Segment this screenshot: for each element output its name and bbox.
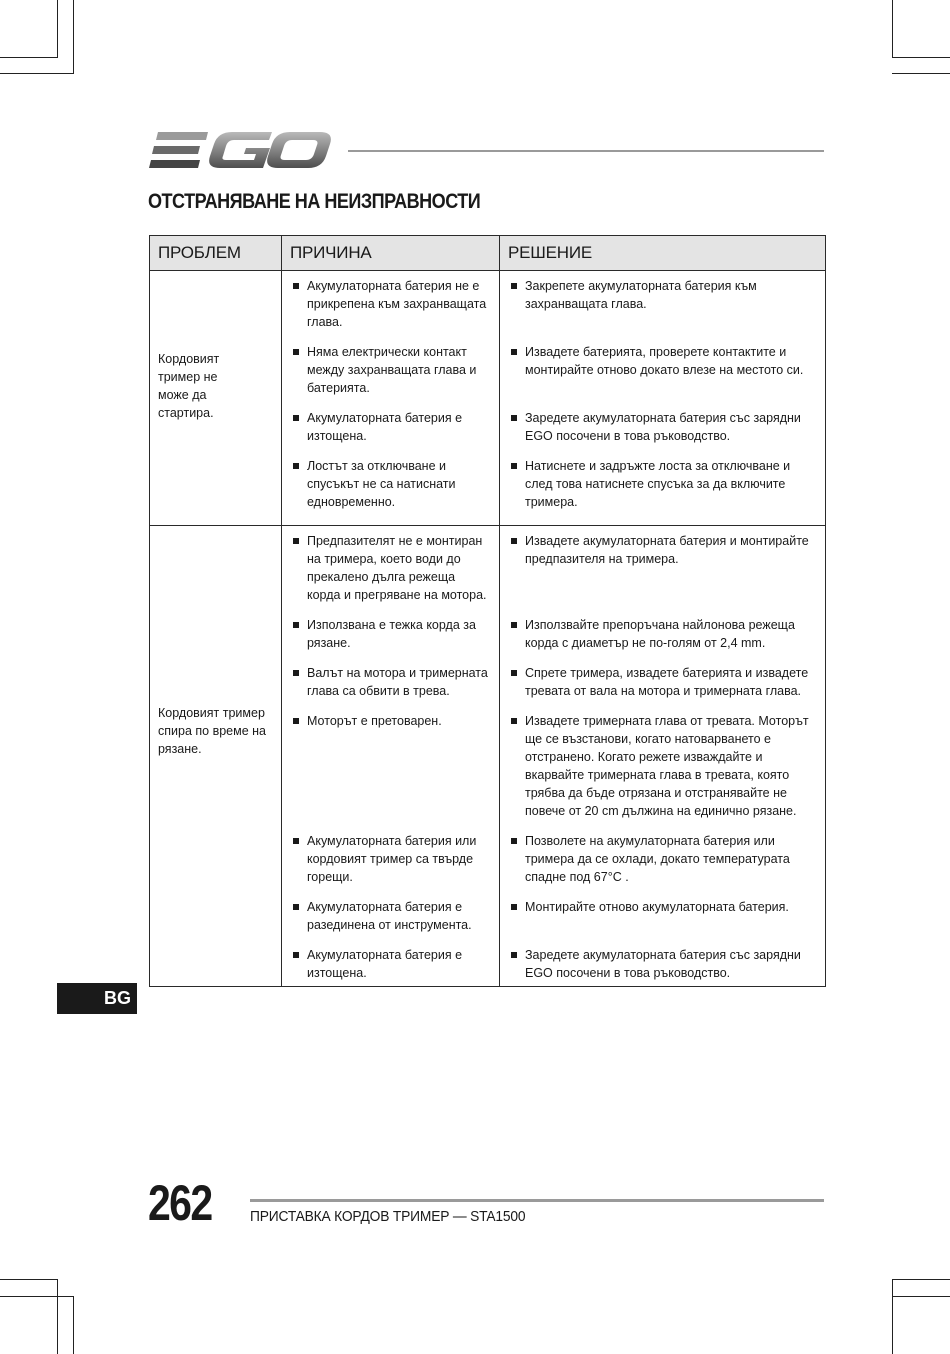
solution-text: Монтирайте отново акумулаторната батерия. xyxy=(525,900,789,914)
list-item xyxy=(500,277,825,325)
list-item xyxy=(500,946,825,984)
problem-cell xyxy=(150,526,282,987)
list-item xyxy=(500,409,825,457)
bullet-icon xyxy=(293,670,299,676)
crop-mark xyxy=(57,1279,58,1354)
bullet-icon xyxy=(293,349,299,355)
bullet-icon xyxy=(293,283,299,289)
solution-cell xyxy=(500,898,826,946)
cause-text: Лостът за отключване и спусъкът не са натиснати едновременно. xyxy=(307,459,456,509)
problem-text: Кордовият тример спира по време на рязане. xyxy=(158,706,266,756)
cause-cell xyxy=(282,946,500,987)
solution-cell xyxy=(500,832,826,898)
solution-text: Позволете на акумулаторната батерия или тримера да се охлади, докато температурата спадне под 67°C . xyxy=(525,834,790,884)
bullet-icon xyxy=(511,670,517,676)
bullet-icon xyxy=(511,349,517,355)
cause-text: Няма електрически контакт между захранващата глава и батерията. xyxy=(307,345,477,395)
section-title: ОТСТРАНЯВАНЕ НА НЕИЗПРАВНОСТИ xyxy=(148,190,481,213)
cause-cell xyxy=(282,526,500,617)
header-cause: ПРИЧИНА xyxy=(282,236,500,271)
list-item xyxy=(282,664,499,712)
bullet-icon xyxy=(511,463,517,469)
list-item xyxy=(500,712,825,832)
cause-cell xyxy=(282,898,500,946)
solution-text: Спрете тримера, извадете батерията и извадете тревата от вала на мотора и тримерната глава. xyxy=(525,666,809,698)
crop-mark xyxy=(892,1296,950,1297)
cause-cell xyxy=(282,343,500,409)
language-tab: BG xyxy=(57,983,137,1014)
bullet-icon xyxy=(293,622,299,628)
footer-rule xyxy=(250,1199,824,1202)
cause-text: Акумулаторната батерия не е прикрепена към захранващата глава. xyxy=(307,279,487,329)
bullet-icon xyxy=(293,538,299,544)
crop-mark xyxy=(892,1279,950,1280)
solution-cell xyxy=(500,526,826,617)
solution-cell xyxy=(500,946,826,987)
solution-cell xyxy=(500,343,826,409)
crop-mark xyxy=(892,57,950,58)
header-solution: РЕШЕНИЕ xyxy=(500,236,826,271)
bullet-icon xyxy=(293,415,299,421)
cause-text: Акумулаторната батерия е разединена от инструмента. xyxy=(307,900,472,932)
cause-text: Предпазителят не е монтиран на тримера, което води до прекалено дълга режеща корда и прегряване на мотора. xyxy=(307,534,487,602)
table-row xyxy=(150,271,826,344)
cause-cell xyxy=(282,664,500,712)
page-number: 262 xyxy=(148,1175,212,1231)
solution-text: Закрепете акумулаторната батерия към захранващата глава. xyxy=(525,279,757,311)
table-row xyxy=(150,526,826,617)
solution-text: Извадете акумулаторната батерия и монтирайте предпазителя на тримера. xyxy=(525,534,809,566)
bullet-icon xyxy=(293,838,299,844)
list-item xyxy=(282,832,499,898)
footer-title: ПРИСТАВКА КОРДОВ ТРИМЕР — STA1500 xyxy=(250,1208,526,1225)
cause-text: Акумулаторната батерия е изтощена. xyxy=(307,948,463,980)
cause-cell xyxy=(282,409,500,457)
solution-text: Заредете акумулаторната батерия със зарядни EGO посочени в това ръководство. xyxy=(525,411,801,443)
crop-mark xyxy=(57,0,58,58)
bullet-icon xyxy=(511,622,517,628)
crop-mark xyxy=(73,1296,74,1354)
cause-cell xyxy=(282,271,500,344)
bullet-icon xyxy=(511,904,517,910)
solution-text: Заредете акумулаторната батерия със зарядни EGO посочени в това ръководство. xyxy=(525,948,801,980)
header-problem: ПРОБЛЕМ xyxy=(150,236,282,271)
solution-cell xyxy=(500,409,826,457)
list-item xyxy=(282,409,499,457)
solution-text: Извадете батерията, проверете контактите и монтирайте отново докато влезе на местото си. xyxy=(525,345,804,377)
solution-cell xyxy=(500,664,826,712)
list-item xyxy=(282,277,499,343)
list-item xyxy=(282,712,499,742)
troubleshooting-table xyxy=(149,235,826,987)
cause-text: Акумулаторната батерия или кордовият тример са твърде горещи. xyxy=(307,834,477,884)
table-header-row xyxy=(150,236,826,271)
crop-mark xyxy=(0,73,74,74)
crop-mark xyxy=(0,1296,74,1297)
solution-text: Натиснете и задръжте лоста за отключване и след това натиснете спусъка за да включите тримера. xyxy=(525,459,791,509)
solution-text: Извадете тримерната глава от тревата. Моторът ще се възстанови, когато натоварването е отстранено. Когато режете изваждайте и вкарвайте тримерната глава в тревата, която трябва да бъде отрязана и отстранявайте не повече от 20 cm дължина на единично рязане. xyxy=(525,714,809,818)
solution-cell xyxy=(500,271,826,344)
bullet-icon xyxy=(511,718,517,724)
list-item xyxy=(282,616,499,664)
list-item xyxy=(500,898,825,928)
solution-cell xyxy=(500,616,826,664)
crop-mark xyxy=(0,1279,58,1280)
cause-text: Валът на мотора и тримерната глава са обвити в трева. xyxy=(307,666,488,698)
bullet-icon xyxy=(293,904,299,910)
problem-cell xyxy=(150,271,282,526)
list-item xyxy=(282,532,499,616)
list-item xyxy=(500,343,825,391)
solution-cell xyxy=(500,712,826,832)
list-item xyxy=(282,946,499,984)
list-item xyxy=(282,457,499,523)
header-rule xyxy=(348,150,824,152)
bullet-icon xyxy=(511,952,517,958)
cause-text: Моторът е претоварен. xyxy=(307,714,442,728)
bullet-icon xyxy=(293,952,299,958)
cause-cell xyxy=(282,457,500,526)
bullet-icon xyxy=(511,415,517,421)
list-item xyxy=(500,664,825,712)
crop-mark xyxy=(892,73,950,74)
list-item xyxy=(500,457,825,523)
crop-mark xyxy=(892,1279,893,1354)
bullet-icon xyxy=(293,718,299,724)
solution-text: Използвайте препоръчана найлонова режеща корда с диаметър не по-голям от 2,4 mm. xyxy=(525,618,795,650)
list-item xyxy=(500,532,825,580)
bullet-icon xyxy=(293,463,299,469)
problem-text: Кордовият тример не може да стартира. xyxy=(158,352,220,420)
bullet-icon xyxy=(511,283,517,289)
cause-text: Акумулаторната батерия е изтощена. xyxy=(307,411,463,443)
crop-mark xyxy=(892,0,893,58)
cause-cell xyxy=(282,712,500,832)
list-item xyxy=(500,616,825,664)
list-item xyxy=(282,343,499,409)
solution-cell xyxy=(500,457,826,526)
cause-cell xyxy=(282,832,500,898)
ego-logo xyxy=(148,128,332,172)
cause-cell xyxy=(282,616,500,664)
list-item xyxy=(500,832,825,898)
list-item xyxy=(282,898,499,946)
bullet-icon xyxy=(511,838,517,844)
bullet-icon xyxy=(511,538,517,544)
cause-text: Използвана е тежка корда за рязане. xyxy=(307,618,476,650)
crop-mark xyxy=(73,0,74,74)
crop-mark xyxy=(0,57,58,58)
